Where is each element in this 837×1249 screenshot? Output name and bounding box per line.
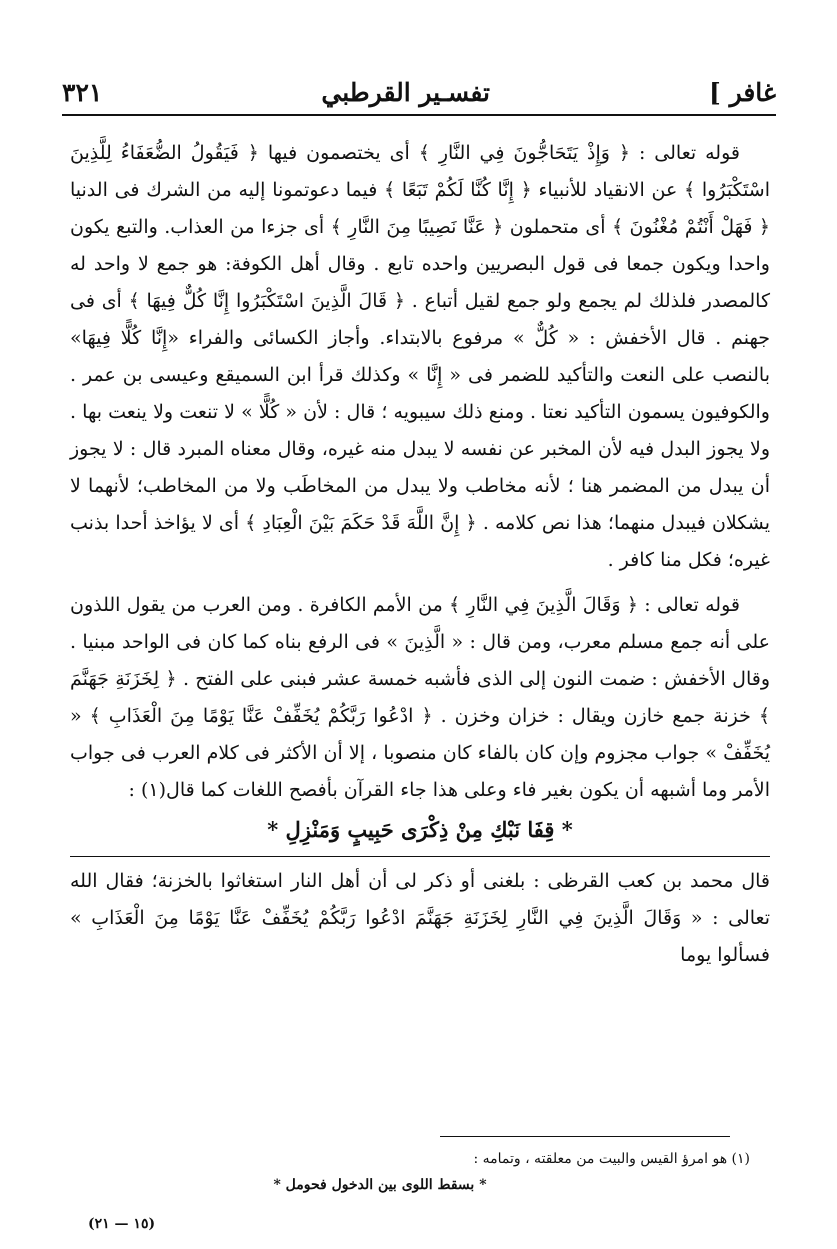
running-title: تفسـير القرطبي xyxy=(321,77,490,107)
main-text xyxy=(70,135,770,974)
printer-signature: (١٥ — ٢١) xyxy=(88,1216,156,1232)
paragraph-3: قال محمد بن كعب القرظى : بلغنى أو ذكر لى أن أهل النار استغاثوا بالخزنة؛ فقال الله تعالى : « وَقَالَ الَّذِينَ فِي النَّارِ لِخَزَنَةِ جَهَنَّمَ ادْعُوا رَبَّكُمْ يُخَفِّفْ عَنَّا يَوْمًا مِنَ الْعَذَابِ » فسألوا يوما xyxy=(70,870,770,966)
paragraph-1: قوله تعالى : ﴿ وَإِذْ يَتَحَاجُّونَ فِي النَّارِ ﴾ أى يختصمون فيها ﴿ فَيَقُولُ الضُّعَفَاءُ لِلَّذِينَ اسْتَكْبَرُوا ﴾ عن الانقياد للأنبياء ﴿ إِنَّا كُنَّا لَكُمْ تَبَعًا ﴾ فيما دعوتمونا إليه من الشرك فى الدنيا ﴿ فَهَلْ أَنْتُمْ مُغْنُونَ ﴾ أى متحملون ﴿ عَنَّا نَصِيبًا مِنَ النَّارِ ﴾ أى جزءا من العذاب. والتبع يكون واحدا ويكون جمعا فى قول البصريين واحده تابع . وقال أهل الكوفة: هو جمع لا واحد له كالمصدر فلذلك لم يجمع ولو جمع لقيل أتباع . ﴿ قَالَ الَّذِينَ اسْتَكْبَرُوا إِنَّا كُلٌّ فِيهَا ﴾ أى فى جهنم . قال الأخفش : « كُلٌّ » مرفوع بالابتداء. وأجاز الكسائى والفراء «إِنَّا كُلًّا فِيهَا» بالنصب على النعت والتأكيد للضمر فى « إِنَّا » وكذلك قرأ ابن السميقع وعيسى بن عمر . والكوفيون يسمون التأكيد نعتا . ومنع ذلك سيبويه ؛ قال : لأن « كُلًّا » لا تنعت ولا ينعت بها . ولا يجوز البدل فيه لأن المخبر عن نفسه لا يبدل منه غيره، وقال معناه المبرد قال : لا يجوز أن يبدل من المضمر هنا ؛ لأنه مخاطب ولا يبدل من المخاطَب ولا من المخاطب؛ لأنهما لا يشكلان فيبدل منهما؛ هذا نص كلامه . ﴿ إِنَّ اللَّهَ قَدْ حَكَمَ بَيْنَ الْعِبَادِ ﴾ أى لا يؤاخذ أحدا بذنب غيره؛ فكل منا كافر . xyxy=(70,142,770,571)
header-rule xyxy=(62,114,776,116)
section-rule xyxy=(70,856,770,857)
footnotes xyxy=(110,1146,750,1198)
footnote-rule xyxy=(440,1136,730,1137)
footnote-1-verse: * بسقط اللوى بين الدخول فحومل * xyxy=(273,1177,487,1193)
footnote-1: (١) هو امرؤ القيس والبيت من معلقته ، وتمامه : xyxy=(473,1151,750,1167)
page-header xyxy=(62,72,776,112)
paragraph-2: قوله تعالى : ﴿ وَقَالَ الَّذِينَ فِي النَّارِ ﴾ من الأمم الكافرة . ومن العرب من يقول اللذون على أنه جمع مسلم معرب، ومن قال : « الَّذِينَ » فى الرفع بناه كما كان فى الواحد مبنيا . وقال الأخفش : ضمت النون إلى الذى فأشبه خمسة عشر فبنى على الفتح . ﴿ لِخَزَنَةِ جَهَنَّمَ ﴾ خزنة جمع خازن ويقال : خزان وخزن . ﴿ ادْعُوا رَبَّكُمْ يُخَفِّفْ عَنَّا يَوْمًا مِنَ الْعَذَابِ ﴾ « يُخَفِّفْ » جواب مجزوم وإن كان بالفاء كان منصوبا ، إلا أن الأكثر فى كلام العرب فى جواب الأمر وما أشبهه أن يكون بغير فاء وعلى هذا جاء القرآن بأفصح اللغات كما قال(١) : xyxy=(70,594,770,801)
surah-name: غافر ] xyxy=(709,77,776,107)
quoted-verse: * قِفَا نَبْكِ مِنْ ذِكْرَى حَبِيبٍ وَمَنْزِلِ * xyxy=(267,817,573,842)
page-number: ٣٢١ xyxy=(62,77,103,107)
